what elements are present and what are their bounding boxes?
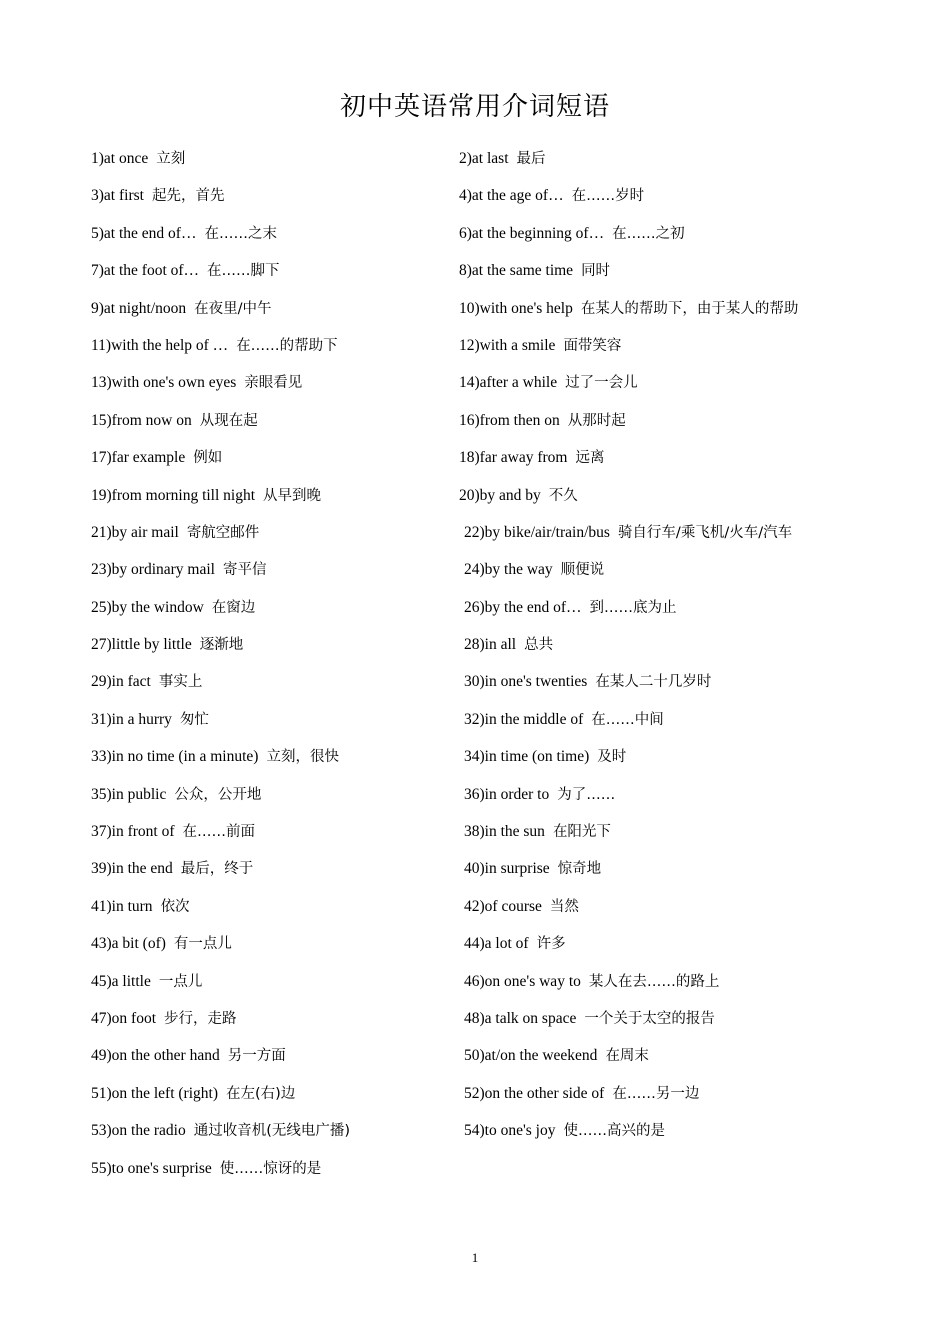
phrase-entry bbox=[91, 784, 261, 806]
phrase-row bbox=[0, 148, 950, 185]
phrase-chinese: 依次 bbox=[160, 898, 190, 915]
phrase-english: 31)in a hurry bbox=[91, 710, 172, 728]
phrase-english: 38)in the sun bbox=[464, 823, 545, 841]
phrase-english: 26)by the end of… bbox=[464, 598, 582, 616]
phrase-entry bbox=[459, 335, 621, 357]
phrase-chinese: 在……之初 bbox=[612, 225, 685, 242]
phrase-chinese: 许多 bbox=[536, 936, 566, 953]
phrase-chinese: 事实上 bbox=[158, 674, 203, 691]
phrase-entry bbox=[91, 485, 321, 507]
phrase-row bbox=[0, 1008, 950, 1045]
phrase-row bbox=[0, 260, 950, 297]
phrase-chinese: 在某人的帮助下，由于某人的帮助 bbox=[580, 300, 799, 317]
phrase-chinese: 步行，走路 bbox=[164, 1010, 237, 1027]
phrase-row bbox=[0, 746, 950, 783]
phrase-row bbox=[0, 671, 950, 708]
phrase-entry bbox=[91, 858, 253, 880]
phrase-entry bbox=[91, 746, 339, 768]
phrase-entry bbox=[91, 223, 277, 245]
phrase-entry bbox=[91, 1083, 295, 1105]
phrase-entry bbox=[464, 1083, 699, 1105]
phrase-chinese: 寄航空邮件 bbox=[186, 524, 260, 541]
phrase-entry bbox=[464, 971, 719, 993]
phrase-entry bbox=[459, 372, 638, 394]
phrase-entry bbox=[91, 522, 259, 544]
phrase-row bbox=[0, 933, 950, 970]
phrase-entry bbox=[91, 372, 302, 394]
phrase-row bbox=[0, 185, 950, 222]
phrase-english: 6)at the beginning of… bbox=[459, 224, 605, 242]
phrase-english: 8)at the same time bbox=[459, 262, 574, 280]
phrase-entry bbox=[464, 559, 604, 581]
phrase-entry bbox=[459, 223, 685, 245]
phrase-row bbox=[0, 223, 950, 260]
phrase-entry bbox=[91, 671, 202, 693]
phrase-english: 16)from then on bbox=[459, 411, 560, 429]
phrase-chinese: 公众，公开地 bbox=[174, 786, 262, 803]
phrase-row bbox=[0, 1158, 950, 1195]
phrase-entry bbox=[91, 410, 258, 432]
phrase-english: 42)of course bbox=[464, 897, 542, 915]
phrase-chinese: 通过收音机(无线电广播) bbox=[193, 1123, 351, 1140]
phrase-row bbox=[0, 447, 950, 484]
phrase-entry bbox=[91, 298, 272, 320]
phrase-english: 27)little by little bbox=[91, 636, 192, 654]
phrase-entry bbox=[459, 410, 626, 432]
phrase-chinese: 一点儿 bbox=[158, 973, 203, 990]
phrase-entry bbox=[91, 335, 338, 357]
phrase-row bbox=[0, 1083, 950, 1120]
phrase-entry bbox=[464, 522, 792, 544]
phrase-entry bbox=[464, 1045, 649, 1067]
phrase-chinese: 有一点儿 bbox=[173, 936, 232, 953]
phrase-row bbox=[0, 634, 950, 671]
phrase-english: 40)in surprise bbox=[464, 860, 550, 878]
phrase-row bbox=[0, 298, 950, 335]
phrase-chinese: 某人在去……的路上 bbox=[588, 973, 720, 990]
phrase-chinese: 当然 bbox=[549, 898, 579, 915]
phrase-entry bbox=[91, 260, 280, 282]
phrase-row bbox=[0, 559, 950, 596]
phrase-english: 48)a talk on space bbox=[464, 1009, 577, 1027]
phrase-chinese: 到……底为止 bbox=[589, 599, 677, 616]
phrase-entry bbox=[464, 1120, 665, 1142]
phrase-entry bbox=[464, 1008, 715, 1030]
phrase-english: 53)on the radio bbox=[91, 1122, 186, 1140]
phrase-english: 28)in all bbox=[464, 636, 517, 654]
phrase-chinese: 在……岁时 bbox=[571, 188, 645, 205]
phrase-chinese: 寄平信 bbox=[222, 562, 267, 579]
phrase-english: 54)to one's joy bbox=[464, 1122, 556, 1140]
phrase-chinese: 在……的帮助下 bbox=[236, 337, 338, 354]
phrase-english: 5)at the end of… bbox=[91, 224, 197, 242]
phrase-chinese: 在……脚下 bbox=[207, 263, 280, 280]
phrase-english: 33)in no time (in a minute) bbox=[91, 748, 259, 766]
phrase-entry bbox=[459, 260, 610, 282]
phrase-entry bbox=[459, 447, 604, 469]
phrase-chinese: 在某人二十几岁时 bbox=[595, 674, 712, 691]
phrase-chinese: 惊奇地 bbox=[557, 861, 602, 878]
phrase-chinese: 另一方面 bbox=[227, 1048, 286, 1065]
phrase-entry bbox=[464, 896, 579, 918]
phrase-entry bbox=[91, 1158, 321, 1180]
phrase-entry bbox=[459, 485, 578, 507]
phrase-entry bbox=[91, 559, 266, 581]
phrase-english: 46)on one's way to bbox=[464, 972, 581, 990]
phrase-chinese: 使……高兴的是 bbox=[563, 1123, 665, 1140]
phrase-chinese: 从早到晚 bbox=[263, 487, 322, 504]
phrase-english: 30)in one's twenties bbox=[464, 673, 588, 691]
phrase-entry bbox=[91, 148, 185, 170]
phrase-english: 19)from morning till night bbox=[91, 486, 256, 504]
phrase-english: 21)by air mail bbox=[91, 523, 179, 541]
phrase-english: 15)from now on bbox=[91, 411, 192, 429]
phrase-english: 36)in order to bbox=[464, 785, 550, 803]
phrase-chinese: 不久 bbox=[548, 487, 578, 504]
phrase-chinese: 匆忙 bbox=[179, 711, 209, 728]
phrase-entry bbox=[91, 933, 232, 955]
phrase-entry bbox=[91, 709, 209, 731]
phrase-entry bbox=[464, 821, 611, 843]
phrase-chinese: 骑自行车/乘飞机/火车/汽车 bbox=[617, 524, 793, 541]
phrase-english: 47)on foot bbox=[91, 1009, 157, 1027]
phrase-english: 37)in front of bbox=[91, 823, 175, 841]
phrase-english: 39)in the end bbox=[91, 860, 173, 878]
phrase-entry bbox=[91, 597, 255, 619]
phrase-chinese: 远离 bbox=[575, 450, 605, 467]
phrase-chinese: 在……中间 bbox=[591, 711, 664, 728]
phrase-english: 20)by and by bbox=[459, 486, 541, 504]
phrase-chinese: 一个关于太空的报告 bbox=[584, 1010, 715, 1027]
phrase-row bbox=[0, 1120, 950, 1157]
phrase-entry bbox=[464, 858, 601, 880]
phrase-chinese: 立刻 bbox=[156, 151, 186, 167]
phrase-row bbox=[0, 858, 950, 895]
phrase-chinese: 在……之末 bbox=[204, 225, 277, 242]
phrase-english: 35)in public bbox=[91, 785, 167, 803]
phrase-chinese: 在左(右)边 bbox=[225, 1085, 296, 1102]
phrase-chinese: 总共 bbox=[524, 637, 554, 654]
phrase-english: 2)at last bbox=[459, 150, 509, 167]
phrase-chinese: 同时 bbox=[581, 263, 611, 280]
phrase-entry bbox=[91, 634, 243, 656]
phrase-entry bbox=[464, 933, 566, 955]
phrase-entry bbox=[459, 148, 546, 170]
phrase-chinese: 逐渐地 bbox=[199, 637, 244, 654]
phrase-row bbox=[0, 896, 950, 933]
phrase-row bbox=[0, 410, 950, 447]
phrase-row bbox=[0, 485, 950, 522]
phrase-english: 10)with one's help bbox=[459, 299, 573, 317]
phrase-entry bbox=[91, 1008, 237, 1030]
phrase-entry bbox=[464, 746, 626, 768]
phrase-english: 24)by the way bbox=[464, 561, 553, 579]
phrase-english: 52)on the other side of bbox=[464, 1084, 605, 1102]
phrase-chinese: 亲眼看见 bbox=[244, 375, 303, 392]
phrase-english: 34)in time (on time) bbox=[464, 748, 590, 766]
phrase-row bbox=[0, 372, 950, 409]
phrase-english: 11)with the help of … bbox=[91, 336, 229, 354]
phrase-chinese: 在阳光下 bbox=[552, 824, 611, 841]
phrase-chinese: 在……另一边 bbox=[612, 1085, 700, 1102]
phrase-row bbox=[0, 784, 950, 821]
phrase-english: 12)with a smile bbox=[459, 336, 556, 354]
phrase-entry bbox=[459, 298, 798, 320]
phrase-english: 25)by the window bbox=[91, 598, 204, 616]
phrase-chinese: 在窗边 bbox=[211, 599, 256, 616]
phrase-english: 14)after a while bbox=[459, 374, 558, 392]
phrase-chinese: 顺便说 bbox=[560, 562, 605, 579]
phrase-chinese: 从那时起 bbox=[567, 412, 626, 429]
phrase-entry bbox=[464, 597, 677, 619]
phrase-english: 18)far away from bbox=[459, 449, 568, 467]
phrase-chinese: 最后 bbox=[516, 151, 546, 167]
phrase-english: 49)on the other hand bbox=[91, 1047, 220, 1065]
phrase-chinese: 使……惊讶的是 bbox=[219, 1160, 322, 1177]
phrase-entry bbox=[91, 971, 202, 993]
phrase-english: 43)a bit (of) bbox=[91, 935, 166, 953]
phrase-chinese: 为了…… bbox=[557, 786, 616, 803]
phrase-english: 1)at once bbox=[91, 150, 149, 167]
phrase-english: 3)at first bbox=[91, 187, 144, 205]
phrase-english: 17)far example bbox=[91, 449, 186, 467]
phrase-chinese: 在……前面 bbox=[182, 824, 256, 841]
phrase-entry bbox=[91, 1120, 350, 1142]
phrase-chinese: 及时 bbox=[597, 749, 627, 766]
phrase-english: 23)by ordinary mail bbox=[91, 561, 215, 579]
phrase-english: 32)in the middle of bbox=[464, 710, 584, 728]
phrase-chinese: 在夜里/中午 bbox=[194, 300, 272, 317]
phrase-chinese: 过了一会儿 bbox=[565, 375, 638, 392]
phrase-list bbox=[0, 148, 950, 1195]
phrase-entry bbox=[459, 185, 644, 207]
phrase-chinese: 在周末 bbox=[605, 1048, 649, 1065]
phrase-english: 44)a lot of bbox=[464, 935, 529, 953]
phrase-english: 41)in turn bbox=[91, 897, 153, 915]
phrase-english: 55)to one's surprise bbox=[91, 1159, 212, 1177]
phrase-entry bbox=[91, 185, 224, 207]
phrase-english: 50)at/on the weekend bbox=[464, 1047, 598, 1065]
phrase-entry bbox=[464, 784, 615, 806]
phrase-entry bbox=[464, 709, 664, 731]
phrase-row bbox=[0, 335, 950, 372]
phrase-english: 13)with one's own eyes bbox=[91, 374, 237, 392]
phrase-english: 29)in fact bbox=[91, 673, 151, 691]
phrase-english: 7)at the foot of… bbox=[91, 262, 200, 280]
phrase-entry bbox=[464, 671, 711, 693]
phrase-chinese: 从现在起 bbox=[199, 412, 258, 429]
phrase-chinese: 例如 bbox=[193, 450, 223, 467]
phrase-entry bbox=[464, 634, 553, 656]
phrase-row bbox=[0, 1045, 950, 1082]
phrase-english: 22)by bike/air/train/bus bbox=[464, 523, 610, 541]
page-title: 初中英语常用介词短语 bbox=[339, 92, 610, 122]
phrase-entry bbox=[91, 821, 255, 843]
phrase-chinese: 面带笑容 bbox=[563, 337, 622, 354]
phrase-entry bbox=[91, 1045, 286, 1067]
phrase-chinese: 最后，终于 bbox=[180, 861, 254, 878]
phrase-row bbox=[0, 821, 950, 858]
page-number: 1 bbox=[471, 1250, 479, 1265]
phrase-row bbox=[0, 522, 950, 559]
phrase-chinese: 起先，首先 bbox=[151, 188, 225, 205]
phrase-row bbox=[0, 597, 950, 634]
phrase-english: 4)at the age of… bbox=[459, 187, 564, 205]
phrase-entry bbox=[91, 896, 190, 918]
phrase-entry bbox=[91, 447, 222, 469]
phrase-chinese: 立刻，很快 bbox=[266, 749, 339, 766]
phrase-row bbox=[0, 971, 950, 1008]
phrase-english: 45)a little bbox=[91, 972, 151, 990]
phrase-row bbox=[0, 709, 950, 746]
phrase-english: 51)on the left (right) bbox=[91, 1084, 218, 1102]
phrase-english: 9)at night/noon bbox=[91, 299, 187, 317]
